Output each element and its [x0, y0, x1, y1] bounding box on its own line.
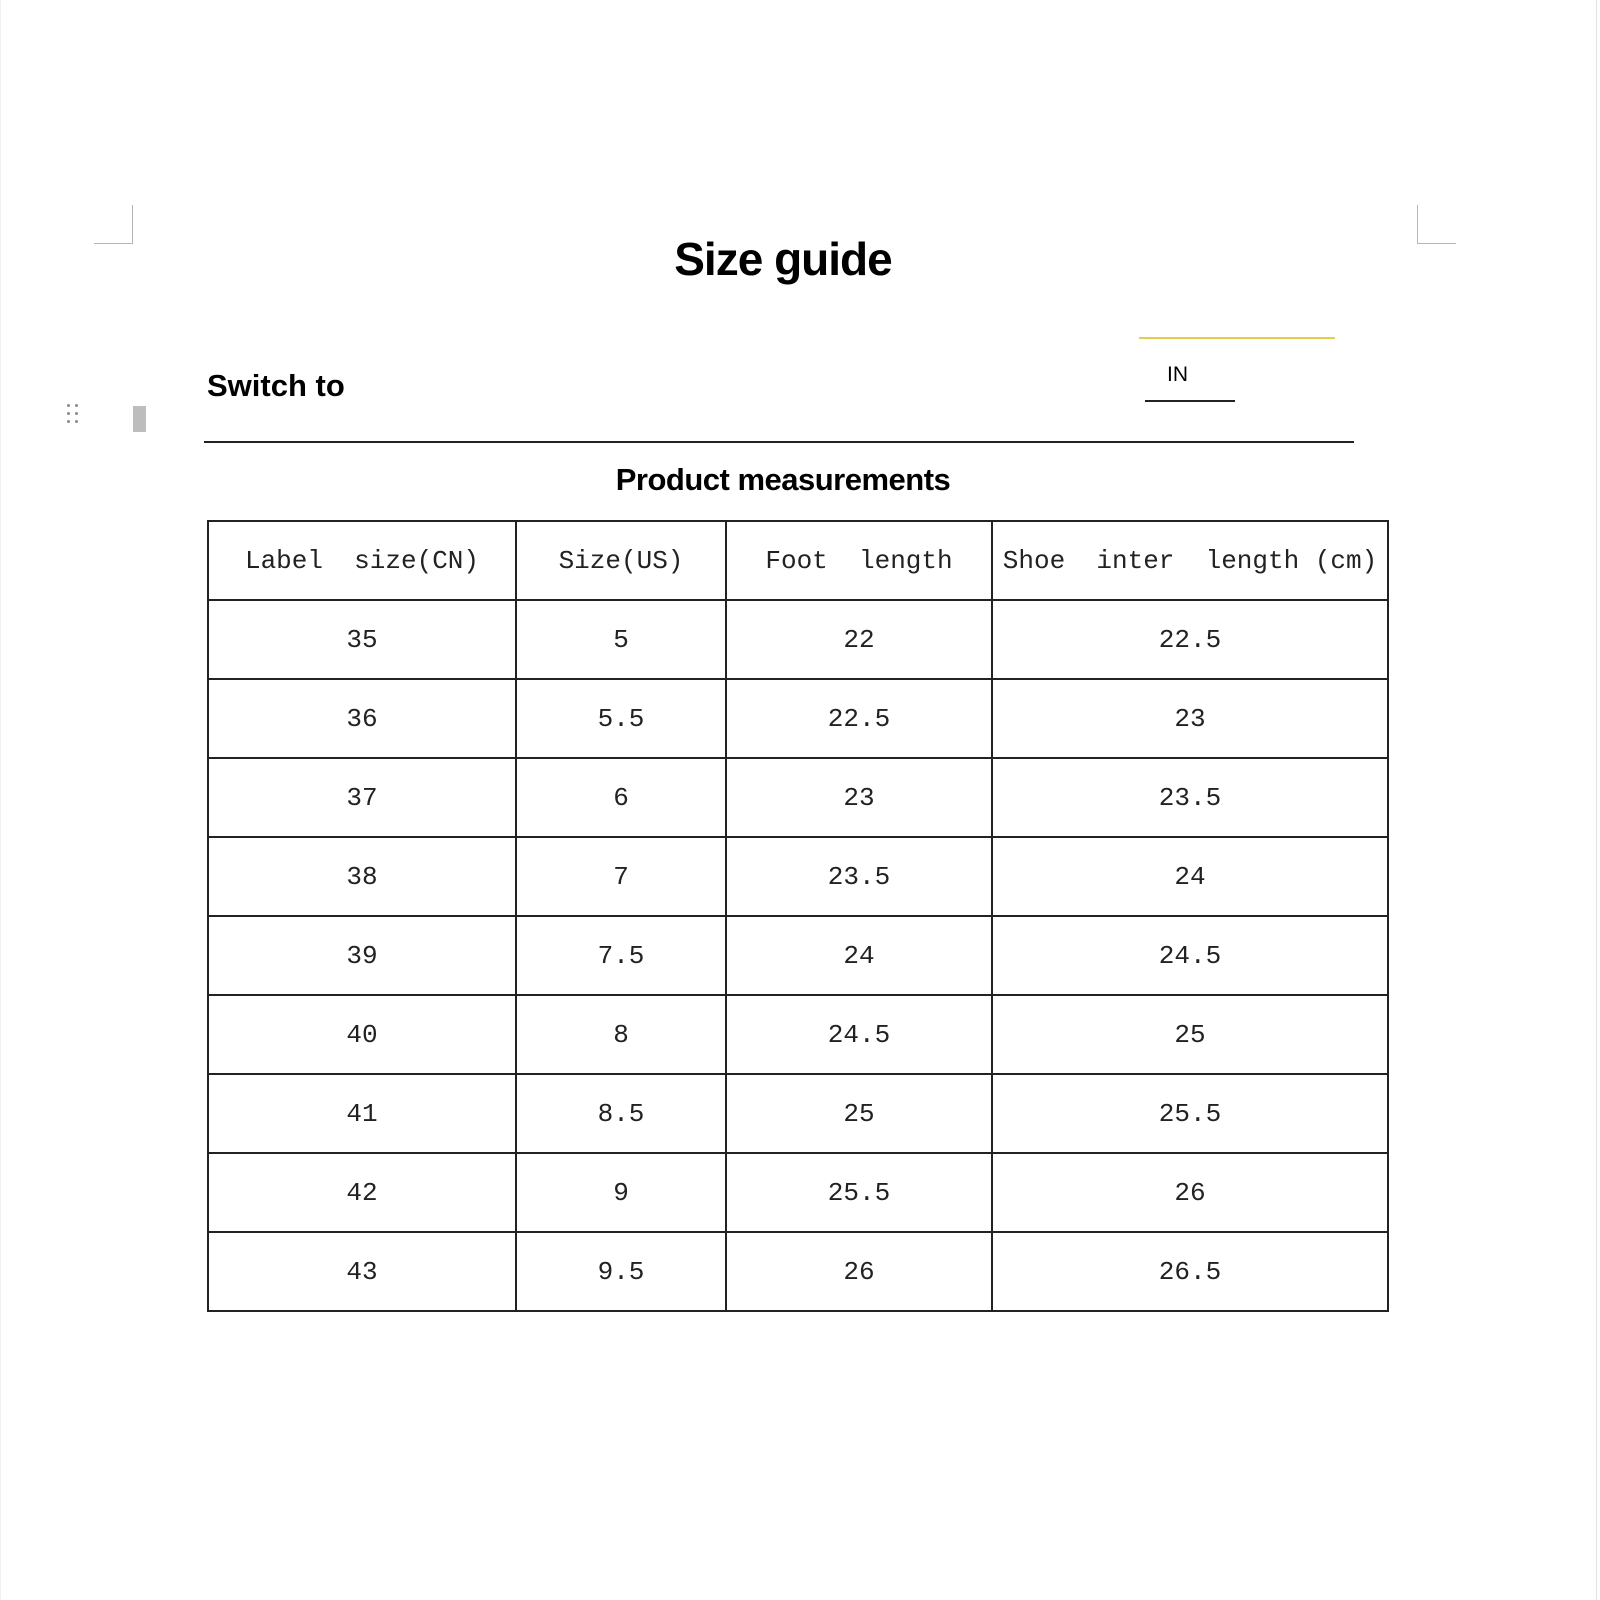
table-row: [208, 1074, 1388, 1153]
unit-option-in[interactable]: IN: [1145, 358, 1235, 402]
cell-label-size-cn: 40: [208, 995, 516, 1074]
column-header-size-us: Size(US): [516, 521, 726, 600]
table-row: [208, 758, 1388, 837]
drag-handle-icon[interactable]: [67, 404, 81, 428]
cell-foot-length: 23.5: [726, 837, 992, 916]
cell-foot-length: 22: [726, 600, 992, 679]
column-header-foot-length: Foot length: [726, 521, 992, 600]
size-table: [207, 520, 1389, 1312]
cell-shoe-inner-length: 22.5: [992, 600, 1388, 679]
cell-size-us: 5.5: [516, 679, 726, 758]
table-row: [208, 837, 1388, 916]
table-row: [208, 1232, 1388, 1311]
table-row: [208, 600, 1388, 679]
cell-shoe-inner-length: 25.5: [992, 1074, 1388, 1153]
cell-foot-length: 24.5: [726, 995, 992, 1074]
unit-switch-label: Switch to: [207, 368, 345, 403]
cell-label-size-cn: 43: [208, 1232, 516, 1311]
table-row: [208, 995, 1388, 1074]
cell-shoe-inner-length: 26: [992, 1153, 1388, 1232]
cell-label-size-cn: 37: [208, 758, 516, 837]
cell-size-us: 8.5: [516, 1074, 726, 1153]
cell-foot-length: 26: [726, 1232, 992, 1311]
cell-shoe-inner-length: 23.5: [992, 758, 1388, 837]
cell-shoe-inner-length: 24.5: [992, 916, 1388, 995]
cell-label-size-cn: 36: [208, 679, 516, 758]
cell-size-us: 8: [516, 995, 726, 1074]
table-row: [208, 916, 1388, 995]
cell-foot-length: 25: [726, 1074, 992, 1153]
cell-label-size-cn: 41: [208, 1074, 516, 1153]
cell-label-size-cn: 35: [208, 600, 516, 679]
cell-size-us: 5: [516, 600, 726, 679]
section-divider: [204, 441, 1354, 443]
cell-size-us: 7: [516, 837, 726, 916]
cell-shoe-inner-length: 23: [992, 679, 1388, 758]
section-heading: Product measurements: [615, 462, 951, 497]
table-header-row: [208, 521, 1388, 600]
cell-shoe-inner-length: 25: [992, 995, 1388, 1074]
page-edge-right: [1596, 0, 1597, 1600]
cell-shoe-inner-length: 24: [992, 837, 1388, 916]
page-title: Size guide: [674, 233, 892, 285]
cell-label-size-cn: 38: [208, 837, 516, 916]
cell-size-us: 7.5: [516, 916, 726, 995]
cell-size-us: 9.5: [516, 1232, 726, 1311]
cell-label-size-cn: 42: [208, 1153, 516, 1232]
column-header-shoe-inner-length: Shoe inter length (cm): [992, 521, 1388, 600]
table-row: [208, 679, 1388, 758]
cell-foot-length: 25.5: [726, 1153, 992, 1232]
unit-tab-accent: [1139, 337, 1335, 339]
cell-size-us: 6: [516, 758, 726, 837]
cell-foot-length: 23: [726, 758, 992, 837]
cell-foot-length: 22.5: [726, 679, 992, 758]
cell-shoe-inner-length: 26.5: [992, 1232, 1388, 1311]
cell-size-us: 9: [516, 1153, 726, 1232]
cell-foot-length: 24: [726, 916, 992, 995]
column-header-label-size-cn: Label size(CN): [208, 521, 516, 600]
cell-label-size-cn: 39: [208, 916, 516, 995]
text-cursor-icon: [133, 406, 146, 432]
table-row: [208, 1153, 1388, 1232]
